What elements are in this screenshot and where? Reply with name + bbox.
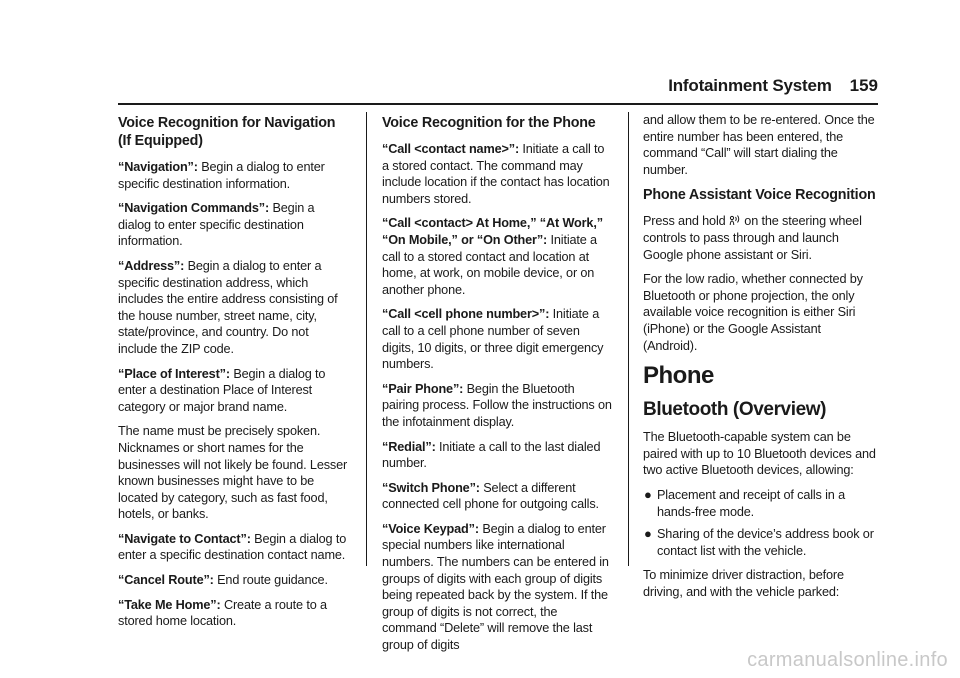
command-entry bbox=[118, 572, 348, 589]
phone-voice-heading: Voice Recognition for the Phone bbox=[382, 115, 596, 131]
page-header bbox=[0, 76, 878, 104]
command-description: Select a different connected cell phone for outgoing calls. bbox=[382, 480, 599, 512]
command-entry bbox=[118, 597, 348, 630]
command-label: “Voice Keypad” bbox=[382, 521, 475, 536]
command-description: Initiate a call to a stored contact and location at home, at work, on mobile device, or on another phone. bbox=[382, 232, 597, 297]
command-label: “Place of Interest” bbox=[118, 366, 226, 381]
list-item-text: Sharing of the device’s address book or contact list with the vehicle. bbox=[657, 527, 874, 558]
separator: : bbox=[193, 160, 198, 174]
command-label: “Cancel Route” bbox=[118, 573, 210, 588]
list-item-text: Placement and receipt of calls in a hands-free mode. bbox=[657, 487, 845, 519]
command-description: Begin the Bluetooth pairing process. Follow the instructions on the infotainment display. bbox=[382, 381, 612, 429]
command-label: “Navigation Commands” bbox=[118, 201, 266, 216]
command-label: “Pair Phone” bbox=[382, 381, 460, 396]
voice-recognition-icon bbox=[729, 214, 741, 226]
phone-assistant-text-2: For the low radio, whether connected by Bluetooth or phone projection, the only available voice recognition is either Siri (iPhone) or the Google Assistant (Android). bbox=[643, 272, 863, 353]
command-entry bbox=[118, 258, 348, 358]
column-phone-voice bbox=[382, 112, 612, 653]
phone-section-heading: Phone bbox=[643, 362, 714, 390]
separator: : bbox=[265, 201, 270, 216]
assistant-text-before: Press and hold bbox=[643, 214, 726, 229]
command-label: “Switch Phone” bbox=[382, 480, 476, 495]
command-entry bbox=[118, 366, 348, 416]
separator: : bbox=[216, 597, 221, 612]
command-label: “Call <contact> At Home,” “At Work,” “On Mobile,” or “On Other” bbox=[382, 216, 603, 247]
separator: : bbox=[475, 480, 480, 495]
command-entry bbox=[382, 141, 612, 207]
header-section-title: Infotainment System bbox=[668, 76, 832, 95]
assistant-text-after: on the steering wheel controls to pass through and launch Google phone assistant or Siri. bbox=[643, 214, 862, 262]
command-label: “Call <contact name>” bbox=[382, 142, 515, 156]
separator: : bbox=[474, 521, 479, 536]
command-entry bbox=[382, 306, 612, 372]
command-label: “Take Me Home” bbox=[118, 597, 217, 612]
command-entry bbox=[118, 531, 348, 564]
voice-keypad-continuation: and allow them to be re-entered. Once the entire number has been entered, the command “Call” will start dialing the number. bbox=[643, 113, 875, 177]
separator: : bbox=[431, 439, 436, 454]
header-divider bbox=[118, 103, 878, 105]
watermark: carmanualsonline.info bbox=[747, 649, 948, 671]
bluetooth-closing: To minimize driver distraction, before driving, and with the vehicle parked: bbox=[643, 568, 844, 599]
separator: : bbox=[225, 366, 230, 381]
separator: : bbox=[459, 381, 464, 396]
command-entry bbox=[382, 439, 612, 472]
list-item bbox=[643, 487, 878, 520]
command-label: “Navigation” bbox=[118, 160, 194, 174]
navigation-note: The name must be precisely spoken. Nicknames or short names for the businesses will not likely be found. Lesser known businesses might have to be located by category, such as fast food, hotels, or banks. bbox=[118, 424, 348, 522]
bluetooth-intro: The Bluetooth-capable system can be paired with up to 10 Bluetooth devices and two active Bluetooth devices, allowing: bbox=[643, 430, 876, 478]
bullet-icon: ● bbox=[644, 526, 652, 542]
command-description: Begin a dialog to enter a destination Place of Interest category or major brand name. bbox=[118, 366, 326, 414]
command-label: “Address” bbox=[118, 258, 181, 273]
separator: : bbox=[180, 258, 185, 273]
column-divider-1 bbox=[366, 112, 367, 566]
column-divider-2 bbox=[628, 112, 629, 566]
command-description: Begin a dialog to enter a specific destination address, which includes the entire address consisting of the house number, street name, city, state/province, and country. Do not include the ZIP code. bbox=[118, 258, 338, 356]
command-label: “Call <cell phone number>” bbox=[382, 307, 546, 322]
separator: : bbox=[209, 573, 214, 588]
command-description: Begin a dialog to enter a specific destination contact name. bbox=[118, 531, 347, 563]
separator: : bbox=[514, 142, 520, 156]
command-description: Initiate a call to a cell phone number of seven digits, 10 digits, or three digit emergency numbers. bbox=[382, 307, 604, 372]
command-description: Create a route to a stored home location. bbox=[118, 597, 327, 629]
command-entry bbox=[382, 480, 612, 513]
command-description: Begin a dialog to enter special numbers like international numbers. The numbers can be entered in groups of digits with each group of digits being repeated back by the system. If the group of digits is not correct, the command “Delete” will remove the last group of digits bbox=[382, 521, 609, 653]
command-description: Begin a dialog to enter specific destination information. bbox=[118, 160, 325, 191]
command-description: Begin a dialog to enter specific destination information. bbox=[118, 201, 315, 249]
command-description: End route guidance. bbox=[217, 573, 328, 588]
command-entry bbox=[382, 521, 612, 654]
column-navigation-voice bbox=[118, 112, 348, 629]
command-description: Initiate a call to the last dialed number. bbox=[382, 439, 601, 471]
command-entry bbox=[382, 215, 612, 298]
bullet-icon: ● bbox=[644, 486, 652, 502]
separator: : bbox=[545, 307, 550, 322]
page-number: 159 bbox=[849, 76, 878, 95]
separator: : bbox=[246, 531, 251, 546]
separator: : bbox=[543, 232, 548, 247]
command-entry bbox=[118, 200, 348, 250]
column-phone-bluetooth bbox=[643, 112, 878, 599]
phone-assistant-heading: Phone Assistant Voice Recognition bbox=[643, 187, 876, 204]
list-item bbox=[643, 526, 878, 559]
command-label: “Redial” bbox=[382, 439, 432, 454]
phone-assistant-text bbox=[643, 213, 878, 263]
bluetooth-feature-list bbox=[643, 487, 878, 559]
command-label: “Navigate to Contact” bbox=[118, 531, 247, 546]
command-entry bbox=[118, 159, 348, 192]
command-description: Initiate a call to a stored contact. The command may include location if the contact has location numbers stored. bbox=[382, 142, 610, 206]
bluetooth-overview-heading: Bluetooth (Overview) bbox=[643, 399, 827, 421]
navigation-voice-heading: Voice Recognition for Navigation (If Equipped) bbox=[118, 115, 336, 149]
command-entry bbox=[382, 381, 612, 431]
